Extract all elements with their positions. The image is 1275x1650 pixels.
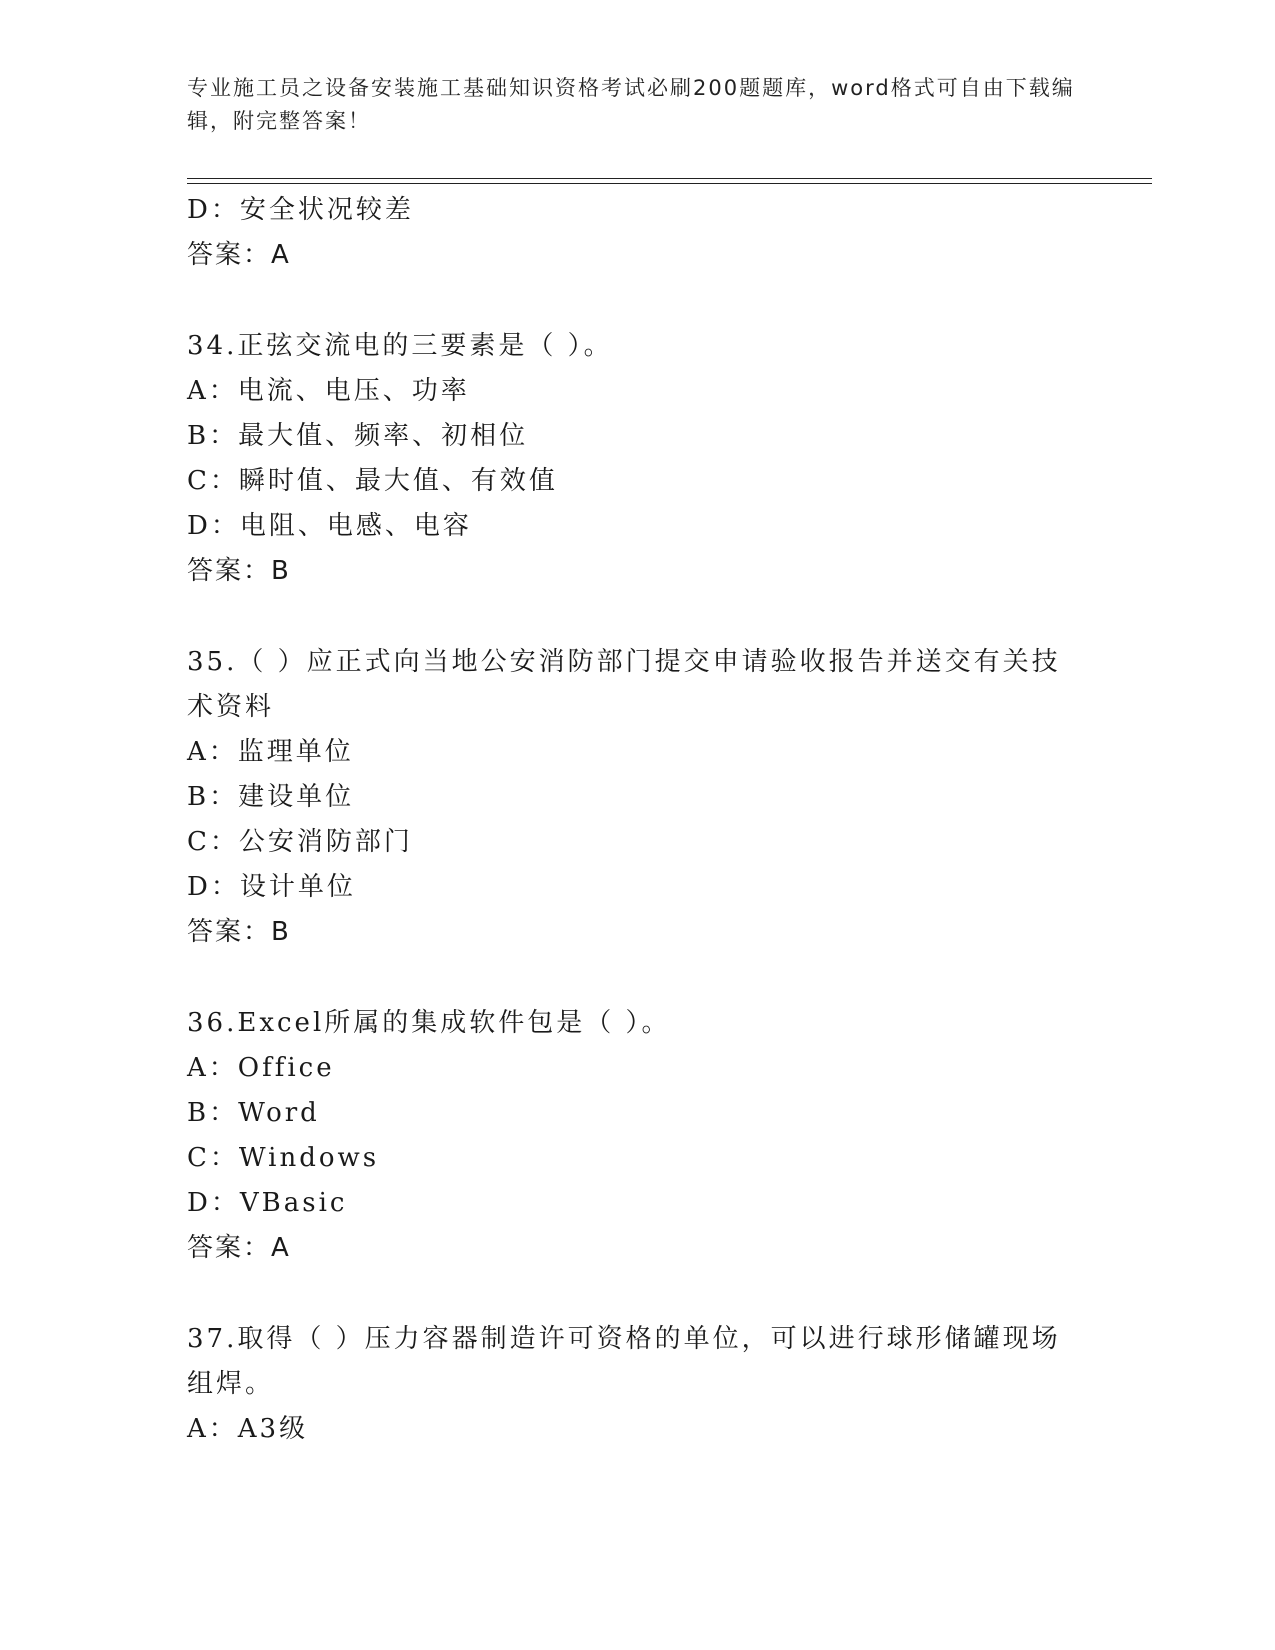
option-c: C：公安消防部门 <box>187 827 413 857</box>
header-divider-top <box>187 178 1152 179</box>
option-a: A：电流、电压、功率 <box>187 376 470 406</box>
question-stem-line2: 组焊。 <box>187 1369 275 1399</box>
question-34 <box>187 324 1087 594</box>
option-d: D：VBasic <box>187 1188 348 1218</box>
question-stem: 34.正弦交流电的三要素是（ ）。 <box>187 331 613 361</box>
option-c: C：瞬时值、最大值、有效值 <box>187 466 558 496</box>
question-stem-line1: 35.（ ）应正式向当地公安消防部门提交申请验收报告并送交有关技 <box>187 647 1061 677</box>
option-b: B：最大值、频率、初相位 <box>187 421 529 451</box>
question-stem-line2: 术资料 <box>187 692 275 722</box>
answer-line: 答案：B <box>187 556 291 586</box>
option-d: D：安全状况较差 <box>187 195 414 225</box>
answer-line: 答案：A <box>187 1233 291 1263</box>
option-a: A：监理单位 <box>187 737 354 767</box>
option-a: A：Office <box>187 1053 335 1083</box>
option-a: A：A3级 <box>187 1414 309 1444</box>
option-d: D：设计单位 <box>187 872 356 902</box>
option-d: D：电阻、电感、电容 <box>187 511 472 541</box>
option-b: B：建设单位 <box>187 782 355 812</box>
header-divider-bottom <box>187 183 1152 184</box>
question-list <box>187 188 1087 1452</box>
answer-line: 答案：B <box>187 917 291 947</box>
question-stem-line1: 37.取得（ ）压力容器制造许可资格的单位，可以进行球形储罐现场 <box>187 1324 1061 1354</box>
option-c: C：Windows <box>187 1143 380 1173</box>
option-b: B：Word <box>187 1098 320 1128</box>
question-37 <box>187 1317 1087 1452</box>
question-stem: 36.Excel所属的集成软件包是（ ）。 <box>187 1008 671 1038</box>
answer-line: 答案：A <box>187 240 291 270</box>
question-35 <box>187 640 1087 955</box>
question-36 <box>187 1001 1087 1271</box>
document-header: 专业施工员之设备安装施工基础知识资格考试必刷200题题库，word格式可自由下载编辑，附完整答案！ <box>187 76 1075 133</box>
